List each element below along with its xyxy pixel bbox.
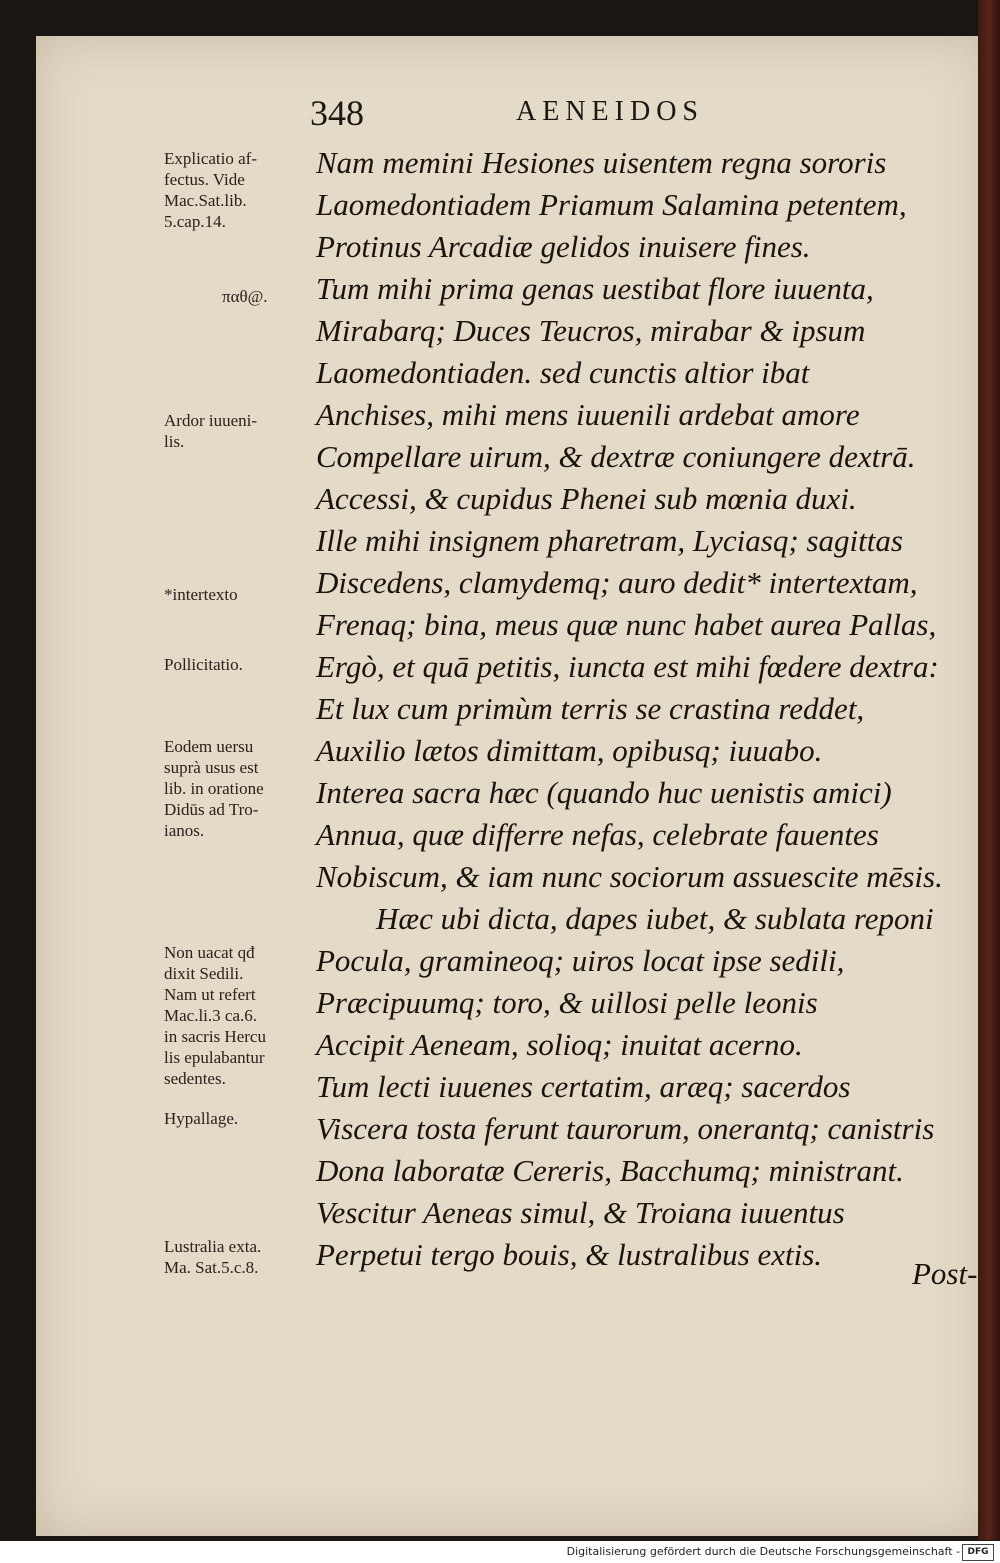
verse-line: Ille mihi insignem pharetram, Lyciasq; sagittas [316,523,903,558]
verse-line: Laomedontiaden. sed cunctis altior ibat [316,355,810,390]
margin-note-eodem-uersu: Eodem uersu suprà usus est lib. in oratione Didūs ad Tro- ianos. [164,737,264,840]
margin-note-pollicitatio: Pollicitatio. [164,655,243,674]
verse-line: Perpetui tergo bouis, & lustralibus extis. [316,1237,823,1272]
running-title: AENEIDOS [516,96,704,127]
verse-line: Discedens, clamydemq; auro dedit* intertextam, [316,565,918,600]
verse-line: Vescitur Aeneas simul, & Troiana iuuentus [316,1195,845,1230]
verse-line: Viscera tosta ferunt taurorum, onerantq; canistris [316,1111,935,1146]
running-head [36,88,986,138]
verse-line: Protinus Arcadiæ gelidos inuisere fines. [316,229,811,264]
margin-note-lustralia: Lustralia exta. Ma. Sat.5.c.8. [164,1237,262,1277]
catchword: Post- [912,1256,978,1291]
verse-line: Tum lecti iuuenes certatim, aræq; sacerdos [316,1069,851,1104]
margin-note-explicatio: Explicatio af- fectus. Vide Mac.Sat.lib. 5.cap.14. [164,149,257,231]
dfg-logo-icon: DFG [962,1544,994,1561]
margin-note-non-uacat: Non uacat qđ dixit Sedili. Nam ut refert Mac.li.3 ca.6. in sacris Hercu lis epulabantur sedentes. [164,943,266,1088]
verse-line: Anchises, mihi mens iuuenili ardebat amore [316,397,860,432]
verse-line: Tum mihi prima genas uestibat flore iuuenta, [316,271,874,306]
verse-line: Mirabarq; Duces Teucros, mirabar & ipsum [316,313,866,348]
digitization-footer [0,1541,1000,1563]
verse-line: Accipit Aeneam, solioq; inuitat acerno. [316,1027,803,1062]
verse-line: Et lux cum primùm terris se crastina reddet, [316,691,865,726]
page-number: 348 [310,93,364,133]
verse-line: Interea sacra hæc (quando huc uenistis amici) [316,775,892,810]
verse-line: Frenaq; bina, meus quæ nunc habet aurea Pallas, [316,607,937,642]
verse-line: Accessi, & cupidus Phenei sub mœnia duxi. [316,481,857,516]
book-edge [978,0,1000,1540]
verse-line: Dona laboratæ Cereris, Bacchumq; ministrant. [316,1153,904,1188]
margin-note-intertexto: *intertexto [164,585,238,604]
footer-credit: Digitalisierung gefördert durch die Deutsche Forschungsgemeinschaft - [566,1545,960,1558]
margin-note-ardor: Ardor iuueni- lis. [164,411,258,451]
verse-line: Præcipuumq; toro, & uillosi pelle leonis [316,985,818,1020]
verse-line: Annua, quæ differre nefas, celebrate fauentes [316,817,879,852]
verse-line: Nam memini Hesiones uisentem regna sororis [316,145,887,180]
verse-line: Compellare uirum, & dextræ coniungere dextrā. [316,439,916,474]
verse-line: Laomedontiadem Priamum Salamina petentem, [316,187,907,222]
verse-line: Pocula, gramineoq; uiros locat ipse sedili, [316,943,845,978]
book-page [36,36,986,1536]
verse-line: Ergò, et quā petitis, iuncta est mihi fœdere dextra: [316,649,939,684]
verse-line: Nobiscum, & iam nunc sociorum assuescite mēsis. [316,859,943,894]
margin-note-greek: παθ@. [222,287,268,306]
verse-line: Hæc ubi dicta, dapes iubet, & sublata reponi [376,901,934,936]
verse-line: Auxilio lætos dimittam, opibusq; iuuabo. [316,733,823,768]
margin-note-hypallage: Hypallage. [164,1109,239,1128]
